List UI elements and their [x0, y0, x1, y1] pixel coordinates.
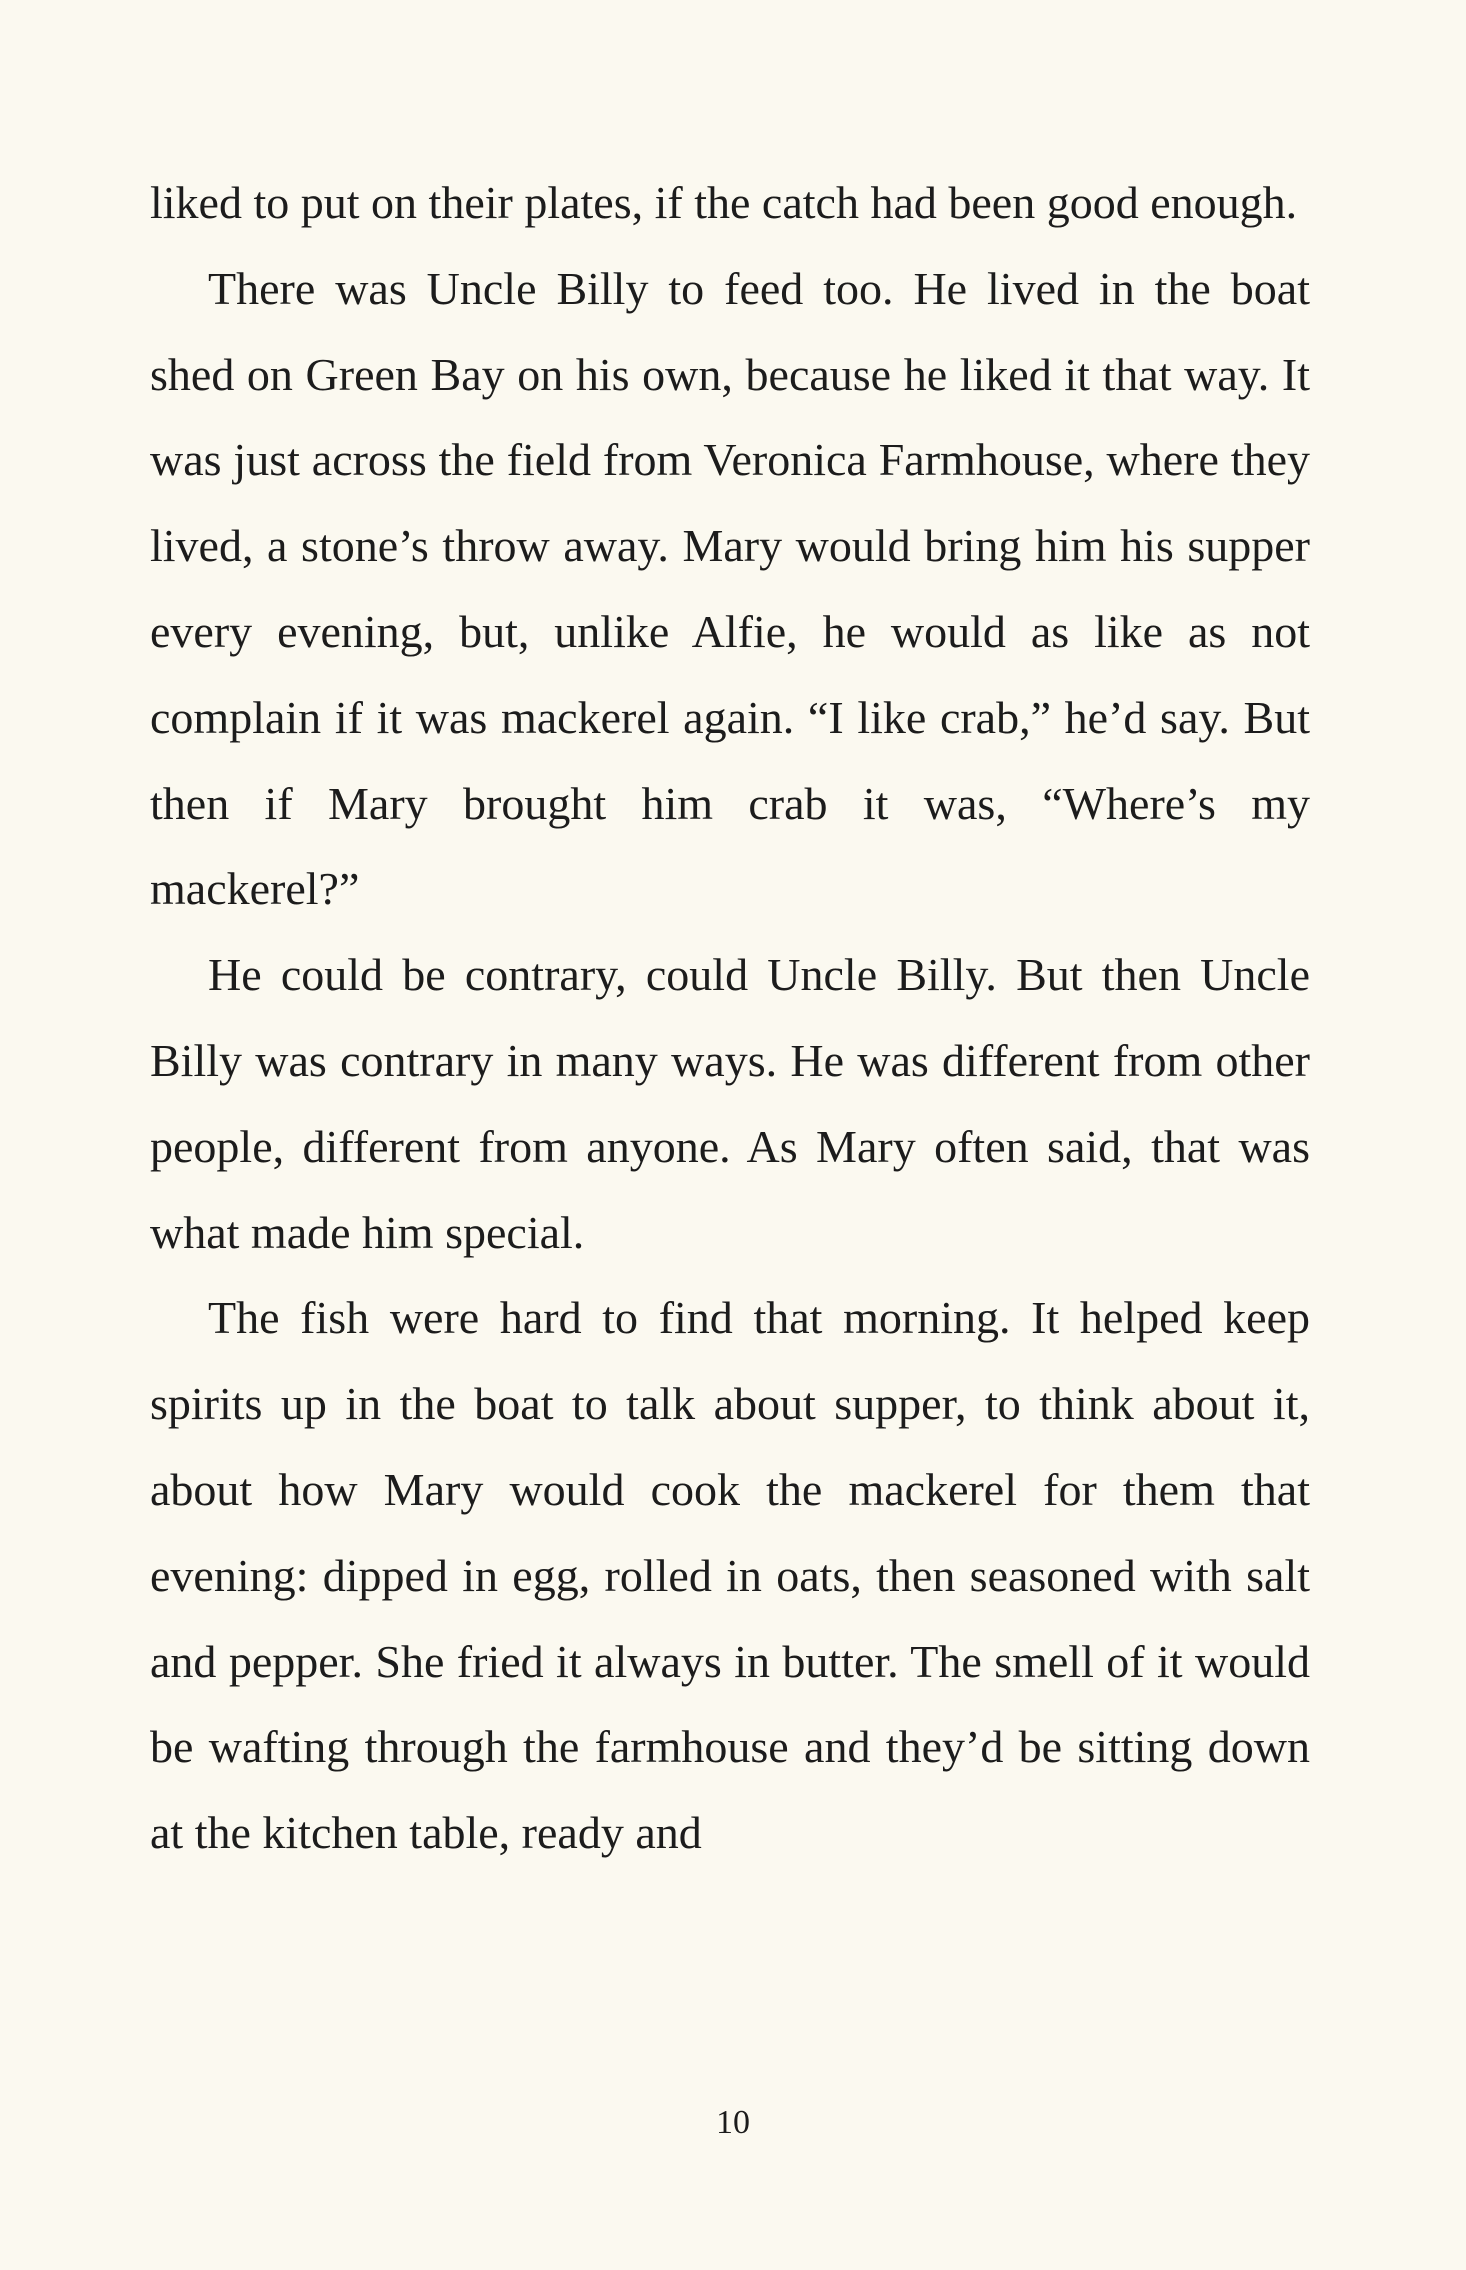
body-text: [150, 160, 1310, 1876]
paragraph-continuation: liked to put on their plates, if the catch had been good enough.: [150, 177, 1298, 228]
paragraph-uncle-billy-feed: There was Uncle Billy to feed too. He lived in the boat shed on Green Bay on his own, because he liked it that way. It was just across the field from Veronica Farmhouse, where they lived, a stone’s throw away. Mary would bring him his supper every evening, but, unlike Alfie, he would as like as not complain if it was mackerel again. “I like crab,” he’d say. But then if Mary brought him crab it was, “Where’s my mackerel?”: [150, 262, 1310, 915]
paragraph-contrary: He could be contrary, could Uncle Billy. But then Uncle Billy was contrary in many ways. He was different from other people, different from anyone. As Mary often said, that was what made him special.: [150, 949, 1310, 1258]
paragraph-fish-hard-to-find: The fish were hard to find that morning. It helped keep spirits up in the boat to talk about supper, to think about it, about how Mary would cook the mackerel for them that evening: dipped in egg, rolled in oats, then seasoned with salt and pepper. She fried it always in butter. The smell of it would be wafting through the farmhouse and they’d be sitting down at the kitchen table, ready and: [150, 1292, 1310, 1859]
page-number: 10: [716, 2104, 750, 2141]
